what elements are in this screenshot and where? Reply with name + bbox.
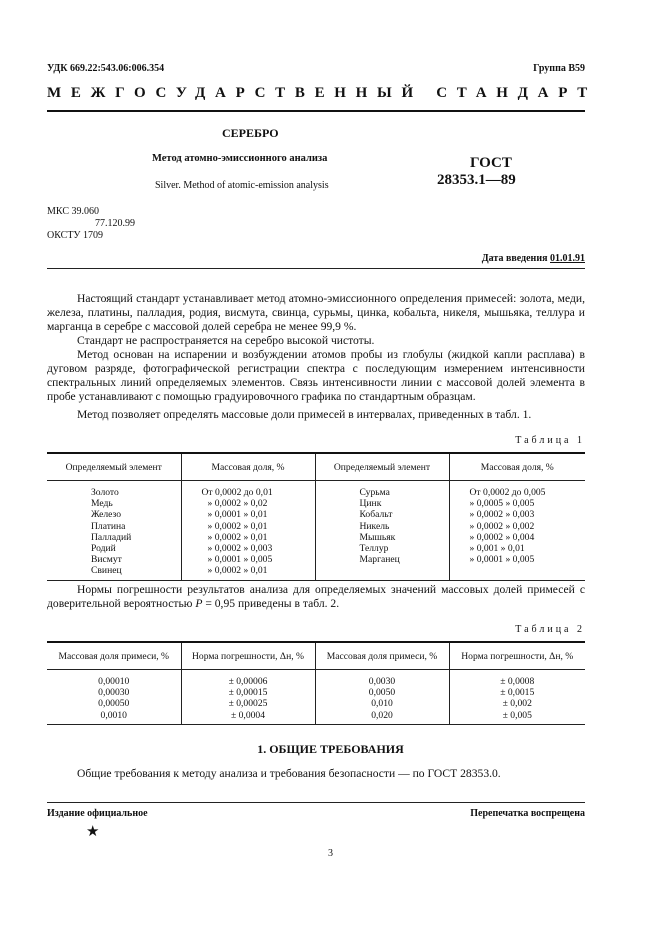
doc-subtitle: Метод атомно-эмиссионного анализа <box>152 153 328 164</box>
mass-fraction: » 0,001 » 0,01 <box>449 543 585 554</box>
mass-fraction: » 0,0001 » 0,005 <box>449 554 585 565</box>
element-name: Родий <box>91 543 116 555</box>
error-norm: ± 0,00025 <box>181 698 315 709</box>
mass-fraction: » 0,0001 » 0,01 <box>181 509 315 520</box>
table1-caption: Таблица 1 <box>515 435 585 446</box>
element-name <box>315 565 449 580</box>
paragraph-exclusion: Стандарт не распространяется на серебро высокой чистоты. <box>77 334 375 347</box>
element-name: Марганец <box>315 554 449 565</box>
impurity-fraction: 0,020 <box>315 710 449 725</box>
impurity-fraction: 0,00010 <box>98 676 130 687</box>
table1-header: Определяемый элемент <box>315 453 449 481</box>
table1-header-row <box>47 453 585 481</box>
table2 <box>47 641 585 725</box>
element-name: Сурьма <box>315 481 449 499</box>
paragraph-method: Метод основан на испарении и возбуждении атомов пробы из глобулы (жидкой капли расплава) в дуговом разряде, фотографической регистрации спектра с последующим измерением интенсивности спектральных линий определяемых элементов. Связь интенсивности линии с массовой долей элемента в пробе устанавливают с помощью градуировочного графика по стандартным образцам. <box>47 348 585 403</box>
reprint-prohibited: Перепечатка воспрещена <box>470 808 585 819</box>
table1-row <box>47 509 585 520</box>
impurity-fraction: 0,00030 <box>98 687 130 699</box>
error-norm: ± 0,005 <box>449 710 585 725</box>
table2-header: Норма погрешности, Δн, % <box>449 642 585 670</box>
table2-row <box>47 710 585 725</box>
paragraph-scope: Настоящий стандарт устанавливает метод атомно-эмиссионного определения примесей: золота, меди, железа, платины, палладия, родия, висмута, свинца, сурьмы, цинка, кобальта, никеля, мышьяка, теллура и марганца в серебре с массовой долей серебра не менее 99,9 %. <box>47 292 585 333</box>
mass-fraction: » 0,0002 » 0,002 <box>449 521 585 532</box>
table2-header: Массовая доля примеси, % <box>315 642 449 670</box>
table2-header: Массовая доля примеси, % <box>47 642 181 670</box>
table2-caption: Таблица 2 <box>515 624 585 635</box>
table1-row <box>47 521 585 532</box>
group-code: Группа В59 <box>533 63 585 74</box>
element-name: Золото <box>91 487 119 498</box>
mass-fraction: » 0,0002 » 0,003 <box>181 543 315 554</box>
mass-fraction: » 0,0002 » 0,004 <box>449 532 585 543</box>
error-norm: ± 0,0004 <box>181 710 315 725</box>
element-name: Палладий <box>91 531 132 543</box>
doc-english-title: Silver. Method of atomic-emission analysis <box>155 180 329 191</box>
mass-fraction: » 0,0002 » 0,01 <box>181 521 315 532</box>
mks-code: МКС 39.060 <box>47 206 99 217</box>
table2-row <box>47 670 585 688</box>
element-name: Висмут <box>91 554 122 566</box>
error-norms-text-a: Нормы погрешности результатов анализа для определяемых значений массовых долей примесей с доверительной вероятностью <box>47 583 585 610</box>
impurity-fraction: 0,0010 <box>47 710 181 725</box>
impurity-fraction: 0,00050 <box>98 698 130 710</box>
gost-label: ГОСТ <box>470 155 512 171</box>
table1-row <box>47 543 585 554</box>
table2-row <box>47 698 585 709</box>
table1-header: Массовая доля, % <box>181 453 315 481</box>
mass-fraction: От 0,0002 до 0,005 <box>449 481 585 499</box>
impurity-fraction: 0,0030 <box>315 670 449 688</box>
okstu-code: ОКСТУ 1709 <box>47 230 104 241</box>
header-rule <box>47 110 585 112</box>
probability-symbol: P <box>195 597 203 610</box>
standard-banner: МЕЖГОСУДАРСТВЕННЫЙ СТАНДАРТ <box>47 85 597 101</box>
element-name: Кобальт <box>315 509 449 520</box>
official-edition: Издание официальное <box>47 808 148 819</box>
paragraph-ranges: Метод позволяет определять массовые доли примесей в интервалах, приведенных в табл. 1. <box>77 408 532 421</box>
error-norm: ± 0,00015 <box>181 687 315 698</box>
mass-fraction: » 0,0002 » 0,003 <box>449 509 585 520</box>
table1-row <box>47 565 585 580</box>
table2-row <box>47 687 585 698</box>
intro-date-label: Дата введения <box>481 253 548 264</box>
mass-fraction: » 0,0002 » 0,02 <box>181 498 315 509</box>
table1-row <box>47 532 585 543</box>
table2-header-row <box>47 642 585 670</box>
udk-code: УДК 669.22:543.06:006.354 <box>47 63 165 74</box>
mass-fraction <box>449 565 585 580</box>
intro-date-value: 01.01.91 <box>550 253 585 264</box>
element-name: Никель <box>315 521 449 532</box>
element-name: Теллур <box>315 543 449 554</box>
error-norm: ± 0,002 <box>449 698 585 709</box>
element-name: Мышьяк <box>315 532 449 543</box>
table2-header: Норма погрешности, Δн, % <box>181 642 315 670</box>
element-name: Свинец <box>47 565 181 580</box>
mass-fraction: » 0,0005 » 0,005 <box>449 498 585 509</box>
intro-date-line <box>482 253 585 264</box>
mass-fraction: От 0,0002 до 0,01 <box>181 481 315 499</box>
star-icon: ★ <box>86 824 100 840</box>
paragraph-error-norms <box>47 583 585 611</box>
doc-title: СЕРЕБРО <box>222 126 279 140</box>
section-text: Общие требования к методу анализа и требования безопасности — по ГОСТ 28353.0. <box>77 767 501 780</box>
error-norm: ± 0,00006 <box>181 670 315 688</box>
error-norms-text-b: = 0,95 приведены в табл. 2. <box>205 597 340 610</box>
table1-header: Массовая доля, % <box>449 453 585 481</box>
section-heading: 1. ОБЩИЕ ТРЕБОВАНИЯ <box>257 742 404 756</box>
gost-number: 28353.1—89 <box>437 172 516 188</box>
table1-row <box>47 498 585 509</box>
element-name: Медь <box>91 498 113 510</box>
impurity-fraction: 0,0050 <box>315 687 449 698</box>
element-name: Железо <box>91 509 122 521</box>
table1-header: Определяемый элемент <box>47 453 181 481</box>
footer-rule <box>47 802 585 803</box>
impurity-fraction: 0,010 <box>315 698 449 709</box>
mks-code-2: 77.120.99 <box>95 218 135 229</box>
mass-fraction: » 0,0002 » 0,01 <box>181 532 315 543</box>
page-number: 3 <box>328 848 333 859</box>
mass-fraction: » 0,0001 » 0,005 <box>181 554 315 565</box>
error-norm: ± 0,0015 <box>449 687 585 698</box>
intro-rule <box>47 268 585 269</box>
element-name: Цинк <box>315 498 449 509</box>
table1 <box>47 452 585 581</box>
mass-fraction: » 0,0002 » 0,01 <box>181 565 315 580</box>
table1-row <box>47 481 585 499</box>
error-norm: ± 0,0008 <box>449 670 585 688</box>
element-name: Платина <box>91 520 126 532</box>
table1-row <box>47 554 585 565</box>
